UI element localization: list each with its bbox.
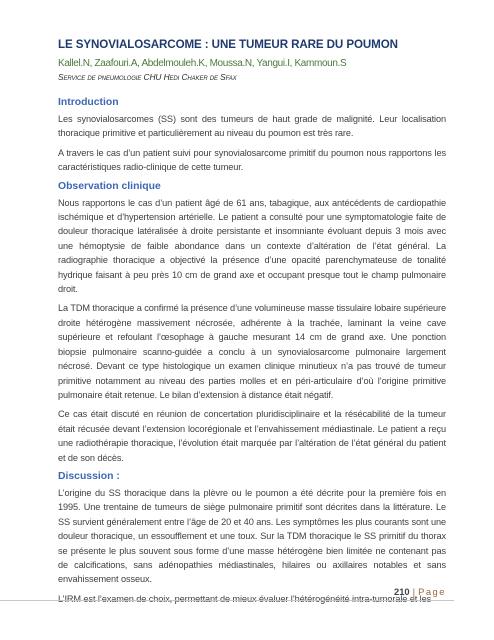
author-list: Kallel.N, Zaafouri.A, Abdelmouleh.K, Moussa.N, Yangui.I, Kammoun.S: [58, 58, 347, 69]
page-separator: |: [412, 586, 416, 597]
page-number-value: 210: [394, 586, 410, 597]
observation-paragraph-3: Ce cas était discuté en réunion de concertation pluridisciplinaire et la résécabilité de la tumeur était récusée devant l’extension locorégionale et l’envahissement médiastinale. Le patient a reçu une radiothérapie thoracique, l’évolution était marquée par l’altération de l’état général du patient et de son décès.: [58, 409, 446, 463]
page-number: [394, 586, 446, 597]
introduction-paragraph-2: A travers le cas d’un patient suivi pour synovialosarcome primitif du poumon nous rapportons les caractéristiques radio-clinique de cette tumeur.: [58, 147, 446, 173]
introduction-paragraph-1: Les synovialosarcomes (SS) sont des tumeurs de haut grade de malignité. Leur localisation thoracique primitive et particulièrement au niveau du poumon est très rare.: [58, 114, 446, 139]
section-heading-introduction: Introduction: [58, 97, 119, 108]
affiliation: Service de pneumologie CHU Hedi Chaker de Sfax: [58, 72, 237, 82]
discussion-paragraph-2: L’IRM est l’examen de choix, permettant de mieux évaluer l’hétérogénéité intra-tumorale et les: [58, 593, 432, 604]
footer-rule: [0, 587, 454, 601]
section-heading-discussion: Discussion :: [58, 470, 120, 482]
observation-paragraph-1: Nous rapportons le cas d’un patient âgé de 61 ans, tabagique, aux antécédents de cardiopathie ischémique et d’hypertension artérielle. Le patient a consulté pour une symptomatologie faite de douleur thoracique latéralisée à droite persistante et insomniante évoluant depuis 3 mois avec une hémoptysie de faible abondance dans un contexte d’altération de l’état général. La radiographie thoracique a objectivé la présence d’une opacité parenchymateuse de tonalité hydrique faisant à peu près 10 cm de grand axe et occupant presque tout le champ pulmonaire droit.: [58, 197, 446, 295]
section-heading-observation: Observation clinique: [58, 180, 161, 192]
document-page: [58, 38, 446, 606]
page-label: Page: [418, 586, 446, 597]
observation-paragraph-2: La TDM thoracique a confirmé la présence d’une volumineuse masse tissulaire lobaire supérieure droite hétérogène massivement nécrosée, adhérente à la trachée, laminant la veine cave supérieure et refoulant l’œsophage à gauche mesurant 14 cm de grand axe. Une ponction biopsie pulmonaire scanno-guidée a conclu à un synovialosarcome pulmonaire largement nécrosé. Devant ce type histologique un examen clinique minutieux n’a pas trouvé de tumeur primitive notamment au niveau des parties molles et en péri-articulaire d’où l’origine primitive pulmonaire était retenue. Le bilan d’extension à distance était négatif.: [58, 303, 446, 400]
paper-title: LE SYNOVIALOSARCOME : UNE TUMEUR RARE DU POUMON: [58, 38, 398, 51]
discussion-paragraph-1: L’origine du SS thoracique dans la plèvre ou le poumon a été décrite pour la première fois en 1995. Une trentaine de tumeurs de siège pulmonaire primitif sont décrites dans la littérature. Le SS survient généralement entre l’âge de 20 et 40 ans. Les symptômes les plus courants sont une douleur thoracique, un essoufflement et une toux. Sur la TDM thoracique le SS primitif du thorax se présente le plus souvent sous forme d’une masse hétérogène bien limitée ne contenant pas de calcifications, sans adénopathies médiastinales, hilaires ou axillaires notables et sans envahissement osseux.: [58, 487, 446, 585]
